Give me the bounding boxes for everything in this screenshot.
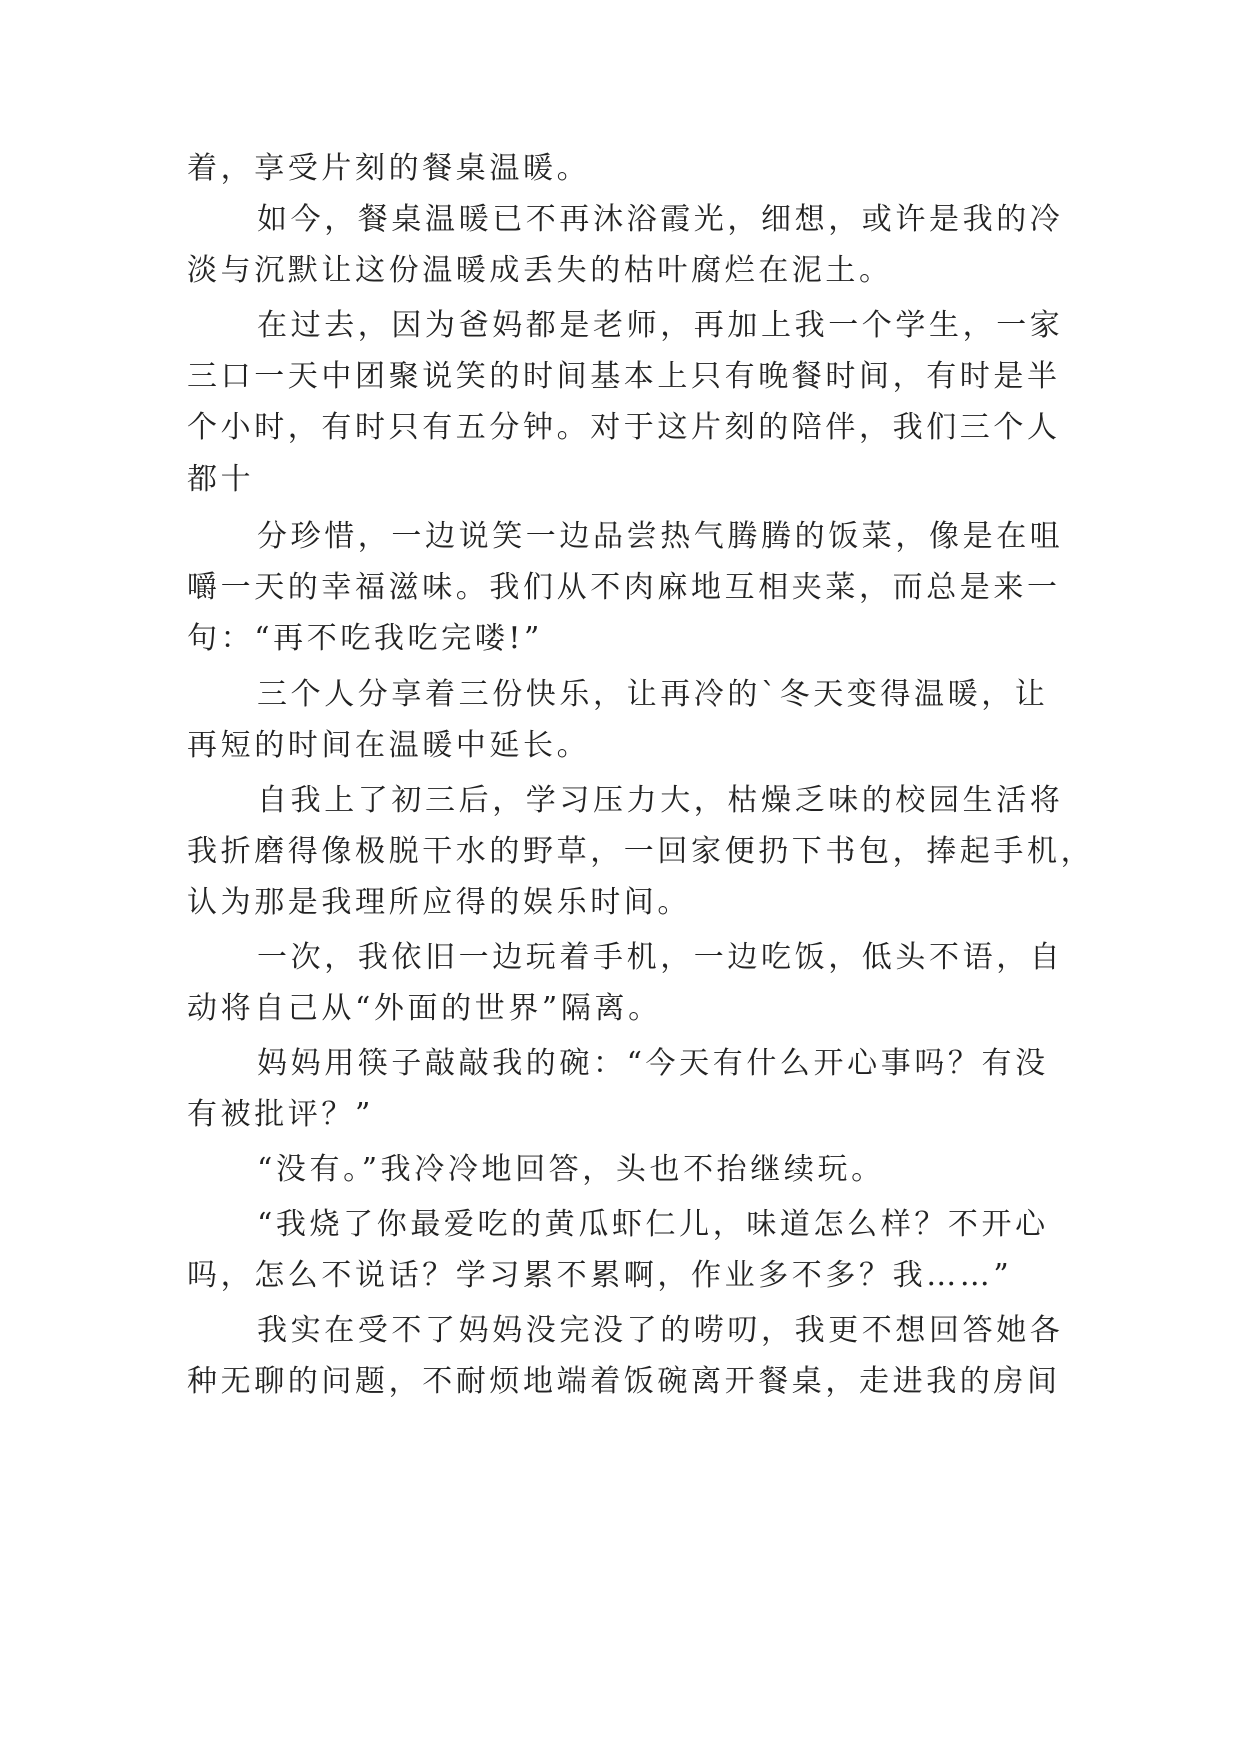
text-line: 种无聊的问题，不耐烦地端着饭碗离开餐桌，走进我的房间	[187, 1364, 1061, 1399]
paragraph-first-line: 自我上了初三后，学习压力大，枯燥乏味的校园生活将	[257, 783, 1064, 818]
paragraph-first-line: 妈妈用筷子敲敲我的碗：“今天有什么开心事吗？有没	[257, 1046, 1049, 1081]
text-line: 动将自己从“外面的世界”隔离。	[187, 991, 662, 1026]
paragraph-first-line: “我烧了你最爱吃的黄瓜虾仁儿，味道怎么样？不开心	[257, 1207, 1049, 1242]
paragraph-first-line: 如今，餐桌温暖已不再沐浴霞光，细想，或许是我的冷	[257, 202, 1064, 237]
text-line: 着，享受片刻的餐桌温暖。	[187, 151, 591, 186]
paragraph-first-line: 三个人分享着三份快乐，让再冷的`冬天变得温暖，让	[257, 677, 1049, 712]
text-line: 淡与沉默让这份温暖成丢失的枯叶腐烂在泥土。	[187, 253, 893, 288]
text-line: 吗，怎么不说话？学习累不累啊，作业多不多？我……”	[187, 1258, 1013, 1293]
text-line: 有被批评？”	[187, 1097, 374, 1132]
text-line: 再短的时间在温暖中延长。	[187, 728, 591, 763]
paragraph-first-line: 我实在受不了妈妈没完没了的唠叨，我更不想回答她各	[257, 1313, 1064, 1348]
text-line: 个小时，有时只有五分钟。对于这片刻的陪伴，我们三个人	[187, 410, 1061, 445]
text-line: 句：“再不吃我吃完喽!”	[187, 621, 543, 656]
text-line: 我折磨得像极脱干水的野草，一回家便扔下书包，捧起手机，	[187, 834, 1095, 869]
paragraph-first-line: 在过去，因为爸妈都是老师，再加上我一个学生，一家	[257, 308, 1064, 343]
paragraph-first-line: 一次，我依旧一边玩着手机，一边吃饭，低头不语，自	[257, 940, 1064, 975]
paragraph-first-line: “没有。”我冷冷地回答，头也不抬继续玩。	[257, 1152, 885, 1187]
text-line: 嚼一天的幸福滋味。我们从不肉麻地互相夹菜，而总是来一	[187, 570, 1061, 605]
text-line: 都十	[187, 462, 255, 497]
text-line: 三口一天中团聚说笑的时间基本上只有晚餐时间，有时是半	[187, 359, 1061, 394]
paragraph-first-line: 分珍惜，一边说笑一边品尝热气腾腾的饭菜，像是在咀	[257, 519, 1064, 554]
text-line: 认为那是我理所应得的娱乐时间。	[187, 885, 691, 920]
